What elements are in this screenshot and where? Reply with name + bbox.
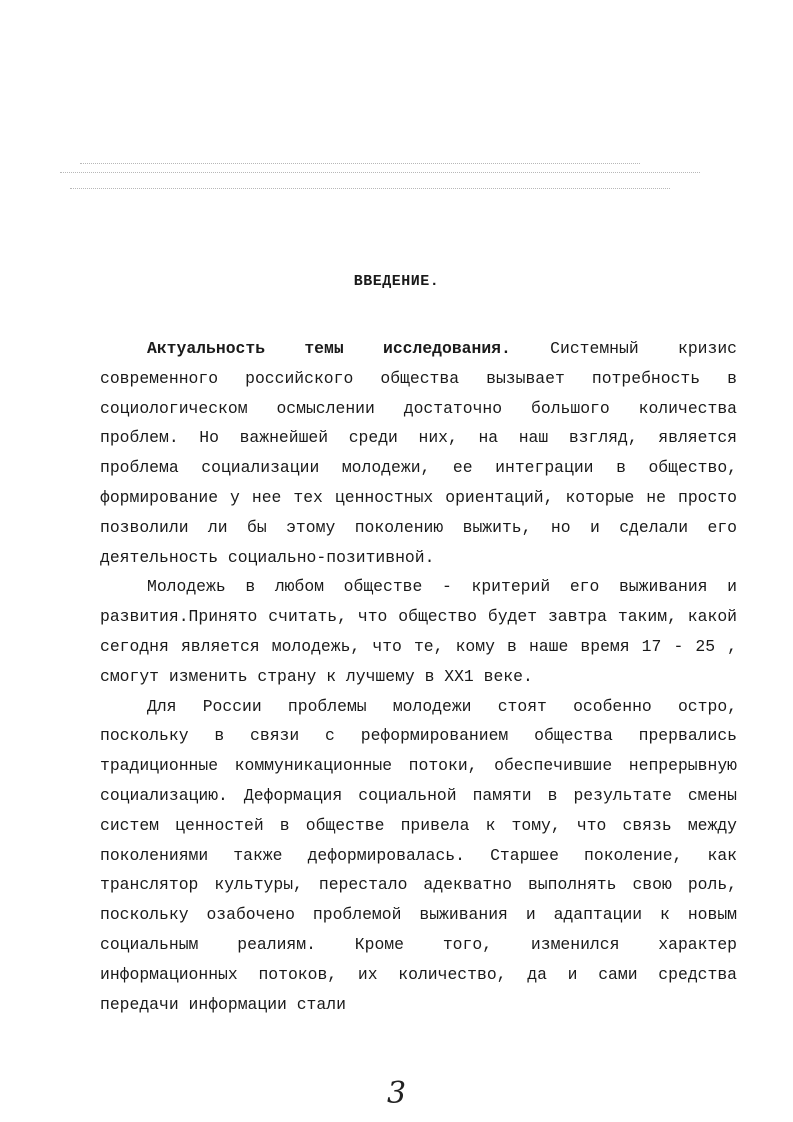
- scan-artifact-line: [60, 172, 700, 173]
- scan-artifact-line: [80, 163, 640, 164]
- scan-artifact-dots: [60, 160, 760, 200]
- section-heading: ВВЕДЕНИЕ.: [353, 273, 440, 290]
- paragraph-1: [100, 334, 737, 572]
- paragraph-text: Молодежь в любом обществе - критерий его выживания и развития.Принято считать, что общество будет завтра таким, какой сегодня является молодежь, что те, кому в наше время 17 - 25 , смогут изменить страну к лучшему в ХХ1 веке.: [100, 577, 737, 686]
- paragraph-lead: Актуальность темы исследования.: [147, 339, 511, 358]
- paragraph-text: Системный кризис современного российского общества вызывает потребность в социологическом осмыслении достаточно большого количества проблем. Но важнейшей среди них, на наш взгляд, является проблема социализации молодежи, ее интеграции в общество, формирование у нее тех ценностных ориентаций, которые не просто позволили ли бы этому поколению выжить, но и сделали его деятельность социально-позитивной.: [100, 339, 738, 567]
- paragraph-2: [100, 572, 737, 691]
- body-text: [100, 334, 737, 1019]
- page-number: 3: [386, 1076, 407, 1111]
- paragraph-3: [100, 692, 737, 1020]
- paragraph-text: Для России проблемы молодежи стоят особенно остро, поскольку в связи с реформированием общества прервались традиционные коммуникационные потоки, обеспечившие непрерывную социализацию. Деформация социальной памяти в результате смены систем ценностей в обществе привела к тому, что связь между поколениями также деформировалась. Старшее поколение, как транслятор культуры, перестало адекватно выполнять свою роль, поскольку озабочено проблемой выживания и адаптации к новым социальным реалиям. Кроме того, изменился характер информационных потоков, их количество, да и сами средства передачи информации стали: [100, 696, 737, 1014]
- scan-artifact-line: [70, 188, 670, 189]
